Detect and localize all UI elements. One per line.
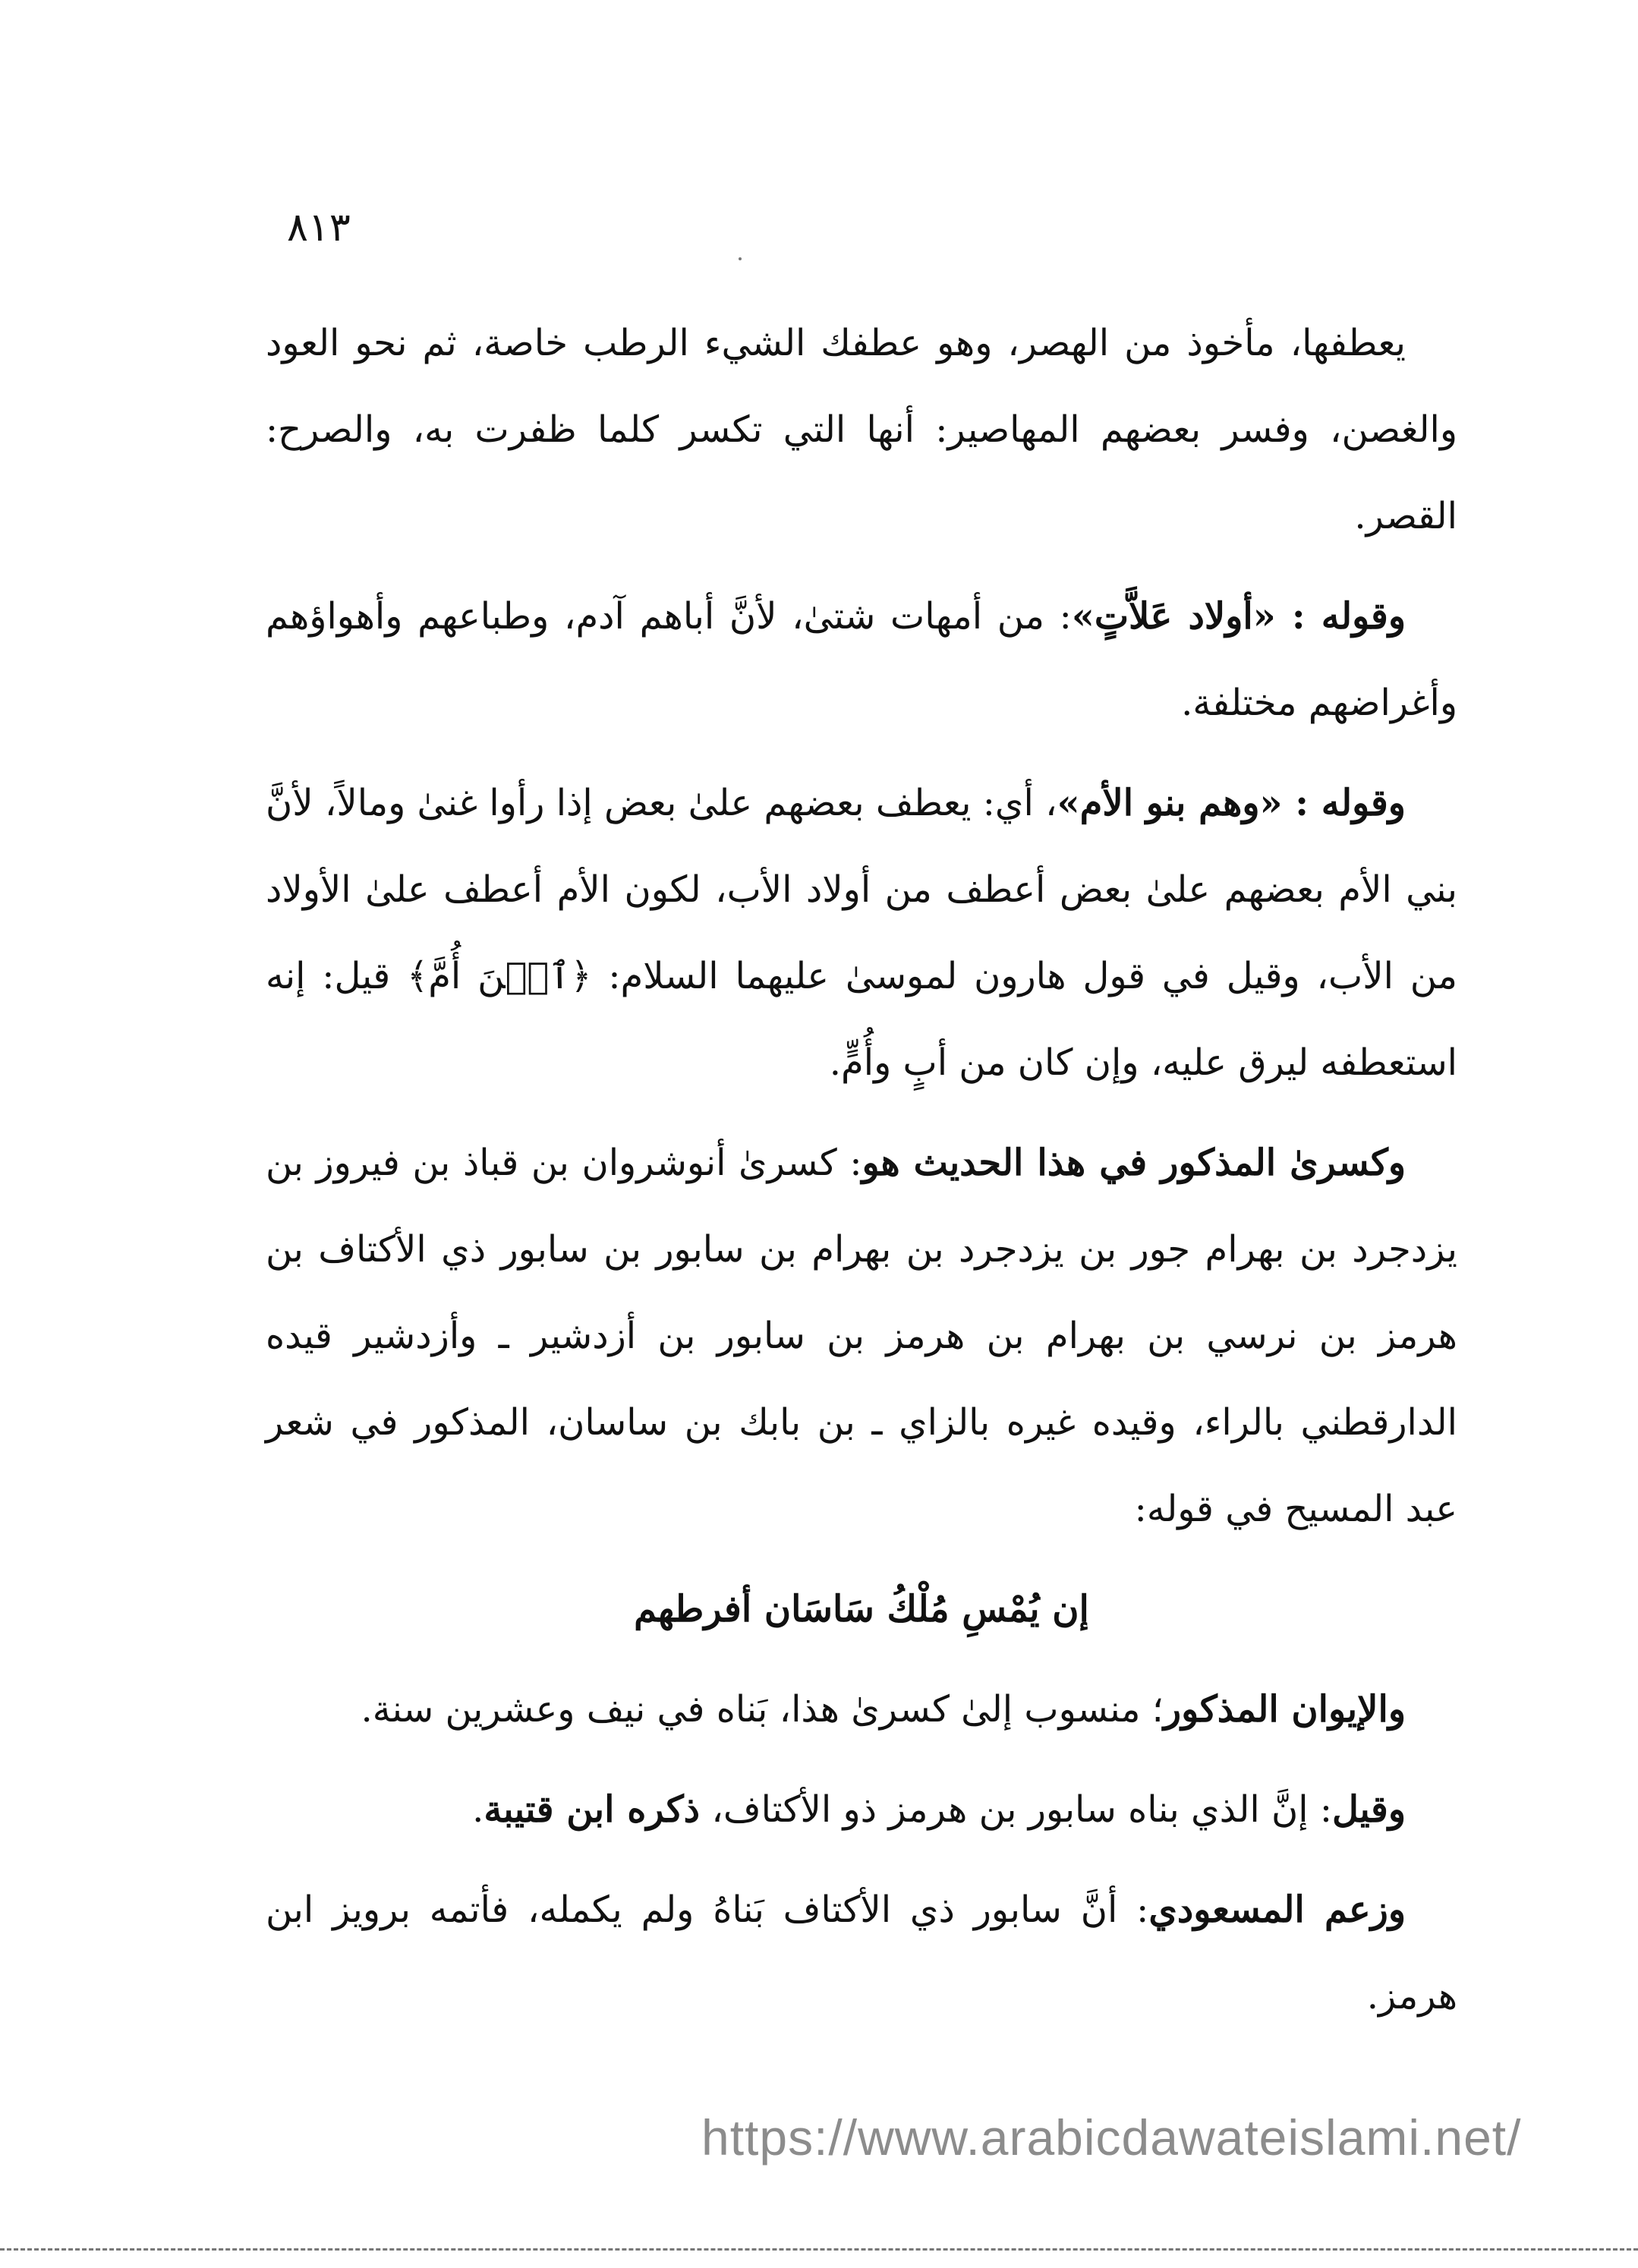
bold-phrase: والإيوان المذكور [1163, 1688, 1406, 1731]
bottom-scan-edge [0, 2248, 1638, 2251]
page-number: ٨١٣ [287, 205, 351, 250]
paragraph [266, 1766, 1457, 1853]
paragraph [266, 573, 1457, 746]
bold-phrase: وقوله : «وهم بنو الأم» [1057, 782, 1406, 824]
scan-speck [739, 257, 742, 260]
text-run: يعطفها، مأخوذ من الهصر، وهو عطفك الشيء الرطب خاصة، ثم نحو العود والغصن، وفسر بعضهم المهاصير: أنها التي تكسر كلما ظفرت به، والصرح: القصر. [266, 322, 1457, 537]
verse-line [266, 1566, 1457, 1652]
website-watermark: https://www.arabicdawateislami.net/ [701, 2109, 1522, 2166]
paragraph [266, 300, 1457, 559]
bold-phrase: وقوله : «أولاد عَلاَّتٍ» [1071, 595, 1406, 638]
page-text-body [266, 300, 1457, 2040]
bold-phrase: وكسرىٰ المذكور في هذا الحديث هو [862, 1142, 1406, 1184]
text-run: ؛ منسوب إلىٰ كسرىٰ هذا، بَناه في نيف وعشرين سنة. [361, 1688, 1164, 1731]
text-run: ، أي: يعطف بعضهم علىٰ بعض إذا رأوا غنىٰ ومالاً، لأنَّ بني الأم بعضهم علىٰ بعض أعطف من أولاد الأب، لكون الأم أعطف علىٰ الأولاد من الأب، وقيل في قول هارون لموسىٰ عليهما السلام: ﴿ٱبۡنَ أُمَّ﴾ قيل: إنه استعطفه ليرق عليه، وإن كان من أبٍ وأُمٍّ. [266, 782, 1458, 1084]
paragraph [266, 1120, 1457, 1552]
text-run: : من أمهات شتىٰ، لأنَّ أباهم آدم، وطباعهم وأهواؤهم وأغراضهم مختلفة. [266, 595, 1457, 724]
bold-phrase: ذكره ابن قتيبة [484, 1788, 701, 1831]
paragraph [266, 1866, 1457, 2040]
paragraph [266, 760, 1457, 1106]
bold-phrase: وقيل [1332, 1788, 1406, 1831]
bold-phrase: إن يُمْسِ مُلْكُ سَاسَان أفرطهم [634, 1588, 1089, 1630]
text-run: : كسرىٰ أنوشروان بن قباذ بن فيروز بن يزدجرد بن بهرام جور بن يزدجرد بن بهرام بن سابور بن سابور ذي الأكتاف بن هرمز بن نرسي بن بهرام بن هرمز بن سابور بن أزدشير ـ وأزدشير قيده الدارقطني بالراء، وقيده غيره بالزاي ـ بن بابك بن ساسان، المذكور في شعر عبد المسيح في قوله: [266, 1142, 1457, 1530]
paragraph [266, 1666, 1457, 1753]
text-run: . [472, 1788, 484, 1831]
bold-phrase: وزعم المسعودي [1148, 1888, 1406, 1931]
text-run: : أنَّ سابور ذي الأكتاف بَناهُ ولم يكمله، فأتمه برويز ابن هرمز. [266, 1888, 1457, 2018]
text-run: : إنَّ الذي بناه سابور بن هرمز ذو الأكتاف، [700, 1788, 1333, 1831]
